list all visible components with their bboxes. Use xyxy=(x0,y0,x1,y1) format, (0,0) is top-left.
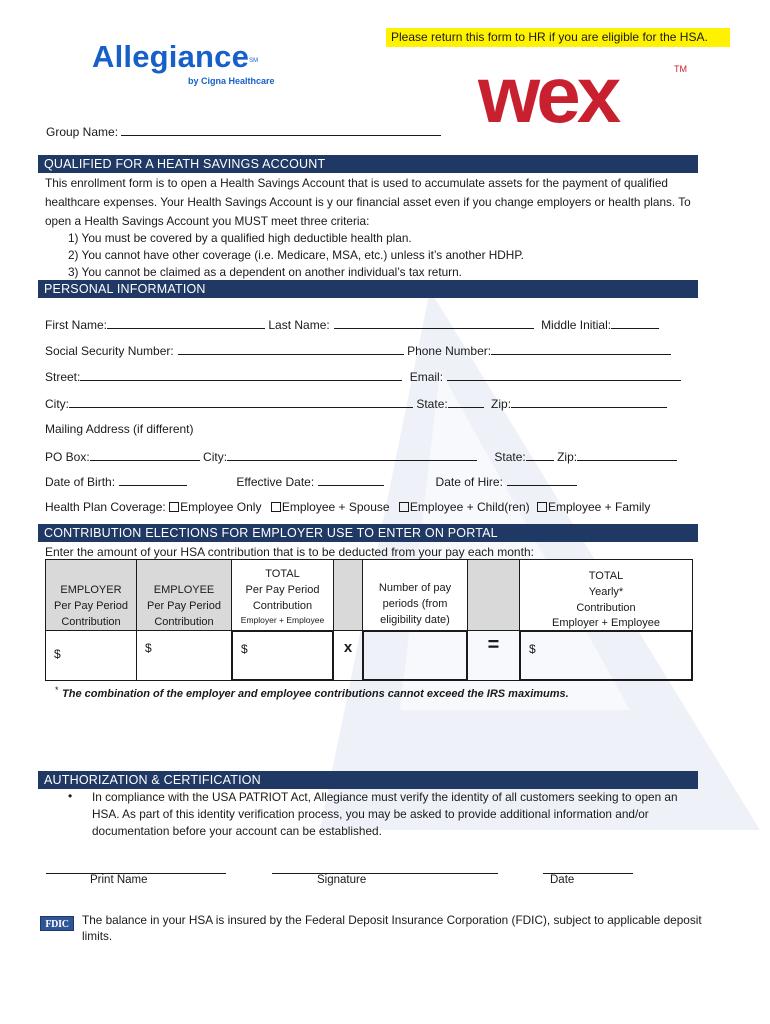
group-name-field[interactable] xyxy=(46,124,441,139)
first-name-label: First Name: xyxy=(45,318,108,332)
wex-logo-trademark: TM xyxy=(674,64,687,74)
coverage-employee-spouse-checkbox[interactable] xyxy=(271,502,281,512)
coverage-option-label: Employee + Child(ren) xyxy=(409,500,530,514)
print-name-label: Print Name xyxy=(90,874,148,886)
effective-date-field[interactable] xyxy=(318,474,384,486)
fdic-icon: FDIC xyxy=(40,916,74,931)
total-yearly-header: TOTAL Yearly* Contribution Employer + Employee xyxy=(519,559,693,631)
irs-maximum-note: The combination of the employer and employee contributions cannot exceed the IRS maximums. xyxy=(62,688,569,700)
effective-date-label: Effective Date: xyxy=(236,475,315,489)
allegiance-logo-servicemark: SM xyxy=(249,58,259,64)
po-zip-label: Zip: xyxy=(557,450,578,464)
signature-label: Signature xyxy=(317,874,367,886)
hsa-return-notice: Please return this form to HR if you are eligible for the HSA. xyxy=(386,28,730,47)
bullet-point: • xyxy=(68,789,73,803)
signature-line[interactable] xyxy=(272,873,498,874)
first-name-field[interactable] xyxy=(107,317,265,329)
po-city-label: City: xyxy=(203,450,228,464)
zip-field[interactable] xyxy=(511,396,667,408)
street-label: Street: xyxy=(45,370,81,384)
dates-row xyxy=(45,474,577,489)
state-field[interactable] xyxy=(448,396,484,408)
criteria-item: 2) You cannot have other coverage (i.e. Medicare, MSA, etc.) unless it’s another HDHP. xyxy=(68,248,524,262)
employer-contribution-input[interactable]: $ xyxy=(45,630,137,681)
city-field[interactable] xyxy=(69,396,413,408)
coverage-option-label: Employee Only xyxy=(180,500,262,514)
personal-section-header: PERSONAL INFORMATION xyxy=(38,280,698,298)
name-row xyxy=(45,317,659,332)
city-row xyxy=(45,396,667,411)
ssn-label: Social Security Number: xyxy=(45,344,174,358)
criteria-item: 1) You must be covered by a qualified high deductible health plan. xyxy=(68,231,412,245)
group-name-line[interactable] xyxy=(121,124,441,136)
multiply-spacer-header xyxy=(333,559,363,631)
coverage-option-label: Employee + Spouse xyxy=(281,500,390,514)
state-label: State: xyxy=(416,397,448,411)
po-box-label: PO Box: xyxy=(45,450,90,464)
middle-initial-label: Middle Initial: xyxy=(541,318,612,332)
coverage-row xyxy=(45,500,650,514)
allegiance-logo xyxy=(92,39,275,86)
street-field[interactable] xyxy=(80,369,402,381)
employer-contribution-header: EMPLOYER Per Pay Period Contribution xyxy=(45,559,137,631)
dob-field[interactable] xyxy=(119,474,187,486)
total-per-pay-header: TOTAL Per Pay Period Contribution Employer + Employee xyxy=(231,559,334,631)
criteria-list xyxy=(68,230,524,281)
allegiance-logo-subtitle: by Cigna Healthcare xyxy=(188,76,275,86)
equals-sign: = xyxy=(467,630,520,681)
city-label: City: xyxy=(45,397,69,411)
coverage-employee-family-checkbox[interactable] xyxy=(537,502,547,512)
note-asterisk: * xyxy=(55,685,59,695)
patriot-act-text: In compliance with the USA PATRIOT Act, Allegiance must verify the identity of all customers seeking to open an HSA. As part of this identity verification process, you may be asked to provide additional information and/or documentation before your account can be established. xyxy=(92,790,678,838)
criteria-item: 3) You cannot be claimed as a dependent on another individual’s tax return. xyxy=(68,265,462,279)
last-name-field[interactable] xyxy=(334,317,534,329)
po-city-field[interactable] xyxy=(227,449,477,461)
multiply-sign: x xyxy=(333,630,363,681)
contribution-section-header: CONTRIBUTION ELECTIONS FOR EMPLOYER USE TO ENTER ON PORTAL xyxy=(38,524,698,542)
dob-label: Date of Birth: xyxy=(45,475,116,489)
mailing-address-label: Mailing Address (if different) xyxy=(45,422,194,436)
allegiance-logo-wordmark: Allegiance xyxy=(92,39,250,74)
phone-field[interactable] xyxy=(491,343,671,355)
email-label: Email: xyxy=(409,370,444,384)
po-box-field[interactable] xyxy=(90,449,200,461)
ssn-phone-row xyxy=(45,343,671,358)
date-of-hire-field[interactable] xyxy=(507,474,577,486)
zip-label: Zip: xyxy=(491,397,512,411)
phone-label: Phone Number: xyxy=(407,344,492,358)
employee-contribution-input[interactable]: $ xyxy=(136,630,232,681)
wex-logo xyxy=(478,60,694,130)
coverage-label: Health Plan Coverage: xyxy=(45,500,166,514)
date-of-hire-label: Date of Hire: xyxy=(435,475,503,489)
email-field[interactable] xyxy=(447,369,681,381)
contribution-table xyxy=(45,559,693,681)
coverage-employee-only-checkbox[interactable] xyxy=(169,502,179,512)
coverage-employee-children-checkbox[interactable] xyxy=(399,502,409,512)
total-yearly-input[interactable]: $ xyxy=(519,630,693,681)
ssn-field[interactable] xyxy=(178,343,404,355)
total-per-pay-input[interactable]: $ xyxy=(231,630,334,681)
qualified-intro-text: This enrollment form is to open a Health Savings Account that is used to accumulate assets for the payment of qualified healthcare expenses. Your Health Savings Account is y our financial asset even if you change employers or health plans. To open a Health Savings Account you MUST meet three criteria: xyxy=(45,176,691,228)
po-state-field[interactable] xyxy=(526,449,554,461)
pay-periods-header: Number of pay periods (from eligibility date) xyxy=(362,559,468,631)
authorization-section-header: AUTHORIZATION & CERTIFICATION xyxy=(38,771,698,789)
po-zip-field[interactable] xyxy=(577,449,677,461)
middle-initial-field[interactable] xyxy=(611,317,659,329)
coverage-option-label: Employee + Family xyxy=(547,500,651,514)
street-email-row xyxy=(45,369,681,384)
fdic-disclaimer: The balance in your HSA is insured by the Federal Deposit Insurance Corporation (FDIC), subject to applicable deposit limits. xyxy=(82,913,702,943)
po-state-label: State: xyxy=(494,450,526,464)
pay-periods-input[interactable] xyxy=(362,630,468,681)
last-name-label: Last Name: xyxy=(268,318,330,332)
wex-logo-wordmark: wex xyxy=(478,60,618,130)
contribution-instruction: Enter the amount of your HSA contribution that is to be deducted from your pay each month: xyxy=(45,545,534,559)
date-label: Date xyxy=(550,874,575,886)
group-name-label: Group Name: xyxy=(46,125,119,139)
equals-spacer-header xyxy=(467,559,520,631)
po-box-row xyxy=(45,449,677,464)
employee-contribution-header: EMPLOYEE Per Pay Period Contribution xyxy=(136,559,232,631)
qualified-section-header: QUALIFIED FOR A HEATH SAVINGS ACCOUNT xyxy=(38,155,698,173)
